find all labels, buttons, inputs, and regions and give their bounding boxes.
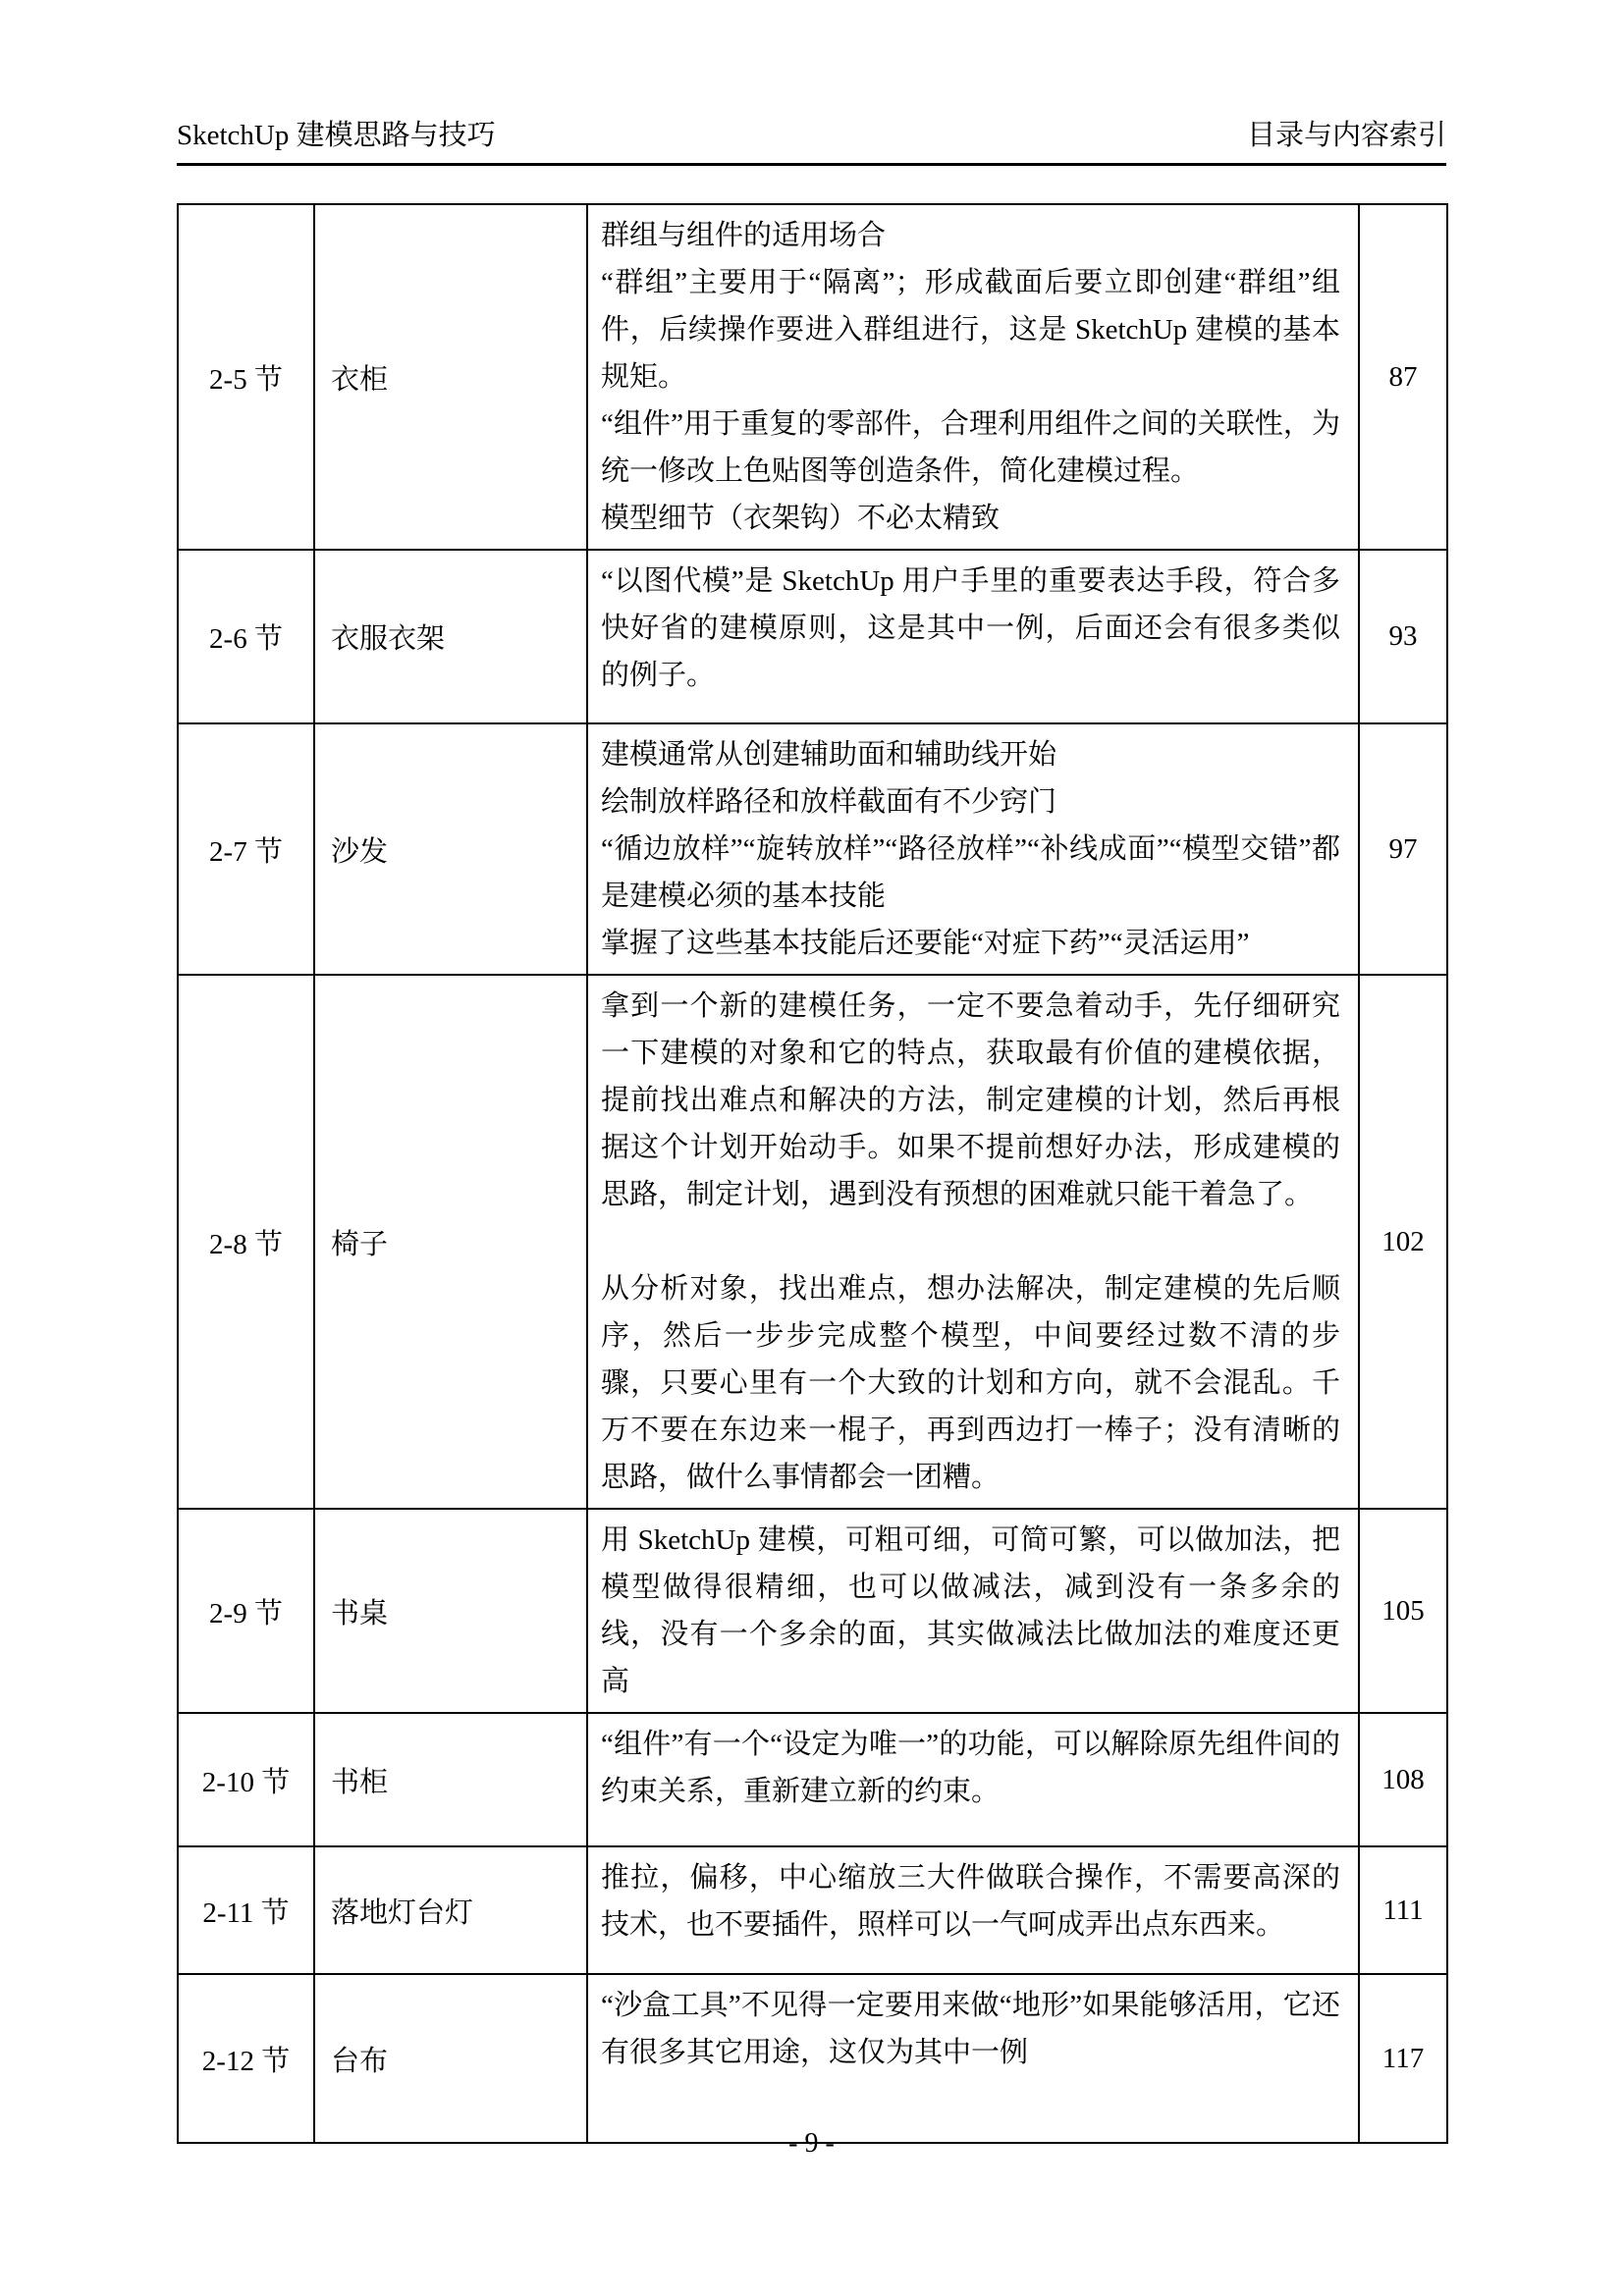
section-label: 2-9 节: [209, 1597, 283, 1629]
title-cell: [314, 550, 587, 723]
title-cell: [314, 1974, 587, 2143]
title-label: 沙发: [331, 835, 389, 868]
title-label: 台布: [331, 2045, 389, 2077]
section-cell: [178, 975, 314, 1509]
description-paragraph: “沙盒工具”不见得一定要用来做“地形”如果能够活用，它还有很多其它用途，这仅为其中一例: [601, 1990, 1340, 2068]
title-cell: [314, 975, 587, 1509]
section-cell: [178, 723, 314, 975]
description-paragraph: 群组与组件的适用场合: [601, 220, 887, 251]
section-label: 2-8 节: [209, 1228, 283, 1260]
title-cell: [314, 1713, 587, 1846]
header-section-title: 目录与内容索引: [1246, 120, 1446, 151]
page-number-cell: [1359, 1974, 1447, 2143]
page-number: 111: [1382, 1894, 1424, 1926]
title-label: 落地灯台灯: [331, 1896, 474, 1929]
description-cell: [587, 204, 1359, 550]
table-row: [178, 1509, 1447, 1713]
table-row: [178, 975, 1447, 1509]
page-number: 117: [1381, 2042, 1425, 2074]
table-row: [178, 1846, 1447, 1974]
toc-table: [177, 203, 1448, 2144]
header-book-title: SketchUp 建模思路与技巧: [177, 120, 496, 151]
title-cell: [314, 723, 587, 975]
description-cell: [587, 1846, 1359, 1974]
description-paragraph: 建模通常从创建辅助面和辅助线开始: [601, 739, 1057, 771]
section-label: 2-6 节: [209, 623, 283, 655]
page-header: [177, 118, 1446, 166]
title-cell: [314, 1846, 587, 1974]
page-footer: [177, 2128, 1446, 2160]
page-number: 102: [1381, 1225, 1425, 1257]
description-paragraph: “组件”有一个“设定为唯一”的功能，可以解除原先组件间的约束关系，重新建立新的约束。: [601, 1729, 1340, 1807]
toc-table-body: [178, 204, 1447, 2143]
page-number: 93: [1388, 620, 1418, 652]
description-cell: [587, 723, 1359, 975]
page-number-cell: [1359, 550, 1447, 723]
title-label: 衣服衣架: [331, 623, 446, 655]
section-cell: [178, 550, 314, 723]
description-cell: [587, 975, 1359, 1509]
title-cell: [314, 204, 587, 550]
footer-page-number: - 9 -: [788, 2128, 835, 2159]
title-label: 衣柜: [331, 363, 389, 396]
table-row: [178, 550, 1447, 723]
page-number-cell: [1359, 723, 1447, 975]
section-cell: [178, 1846, 314, 1974]
page-number-cell: [1359, 204, 1447, 550]
section-label: 2-11 节: [202, 1896, 290, 1929]
title-label: 书桌: [331, 1597, 389, 1629]
table-row: [178, 1713, 1447, 1846]
page-number-cell: [1359, 1846, 1447, 1974]
section-cell: [178, 1974, 314, 2143]
page-number: 87: [1388, 360, 1418, 393]
title-label: 书柜: [331, 1766, 389, 1798]
description-paragraph: 用 SketchUp 建模，可粗可细，可简可繁，可以做加法，把模型做得很精细，也可以做减法，减到没有一条多余的线，没有一个多余的面，其实做减法比做加法的难度还更高: [601, 1524, 1340, 1697]
page-number: 97: [1388, 832, 1418, 865]
section-label: 2-12 节: [201, 2045, 291, 2077]
table-row: [178, 204, 1447, 550]
description-cell: [587, 1974, 1359, 2143]
section-cell: [178, 1509, 314, 1713]
page-number-cell: [1359, 1509, 1447, 1713]
description-cell: [587, 550, 1359, 723]
description-paragraph: “循边放样”“旋转放样”“路径放样”“补线成面”“模型交错”都是建模必须的基本技能: [601, 833, 1340, 912]
description-paragraph: 推拉，偏移，中心缩放三大件做联合操作，不需要高深的技术，也不要插件，照样可以一气呵成弄出点东西来。: [601, 1862, 1340, 1941]
section-label: 2-7 节: [209, 835, 283, 868]
description-paragraph: 模型细节（衣架钩）不必太精致: [601, 503, 1001, 534]
page-number-cell: [1359, 975, 1447, 1509]
description-paragraph: 掌握了这些基本技能后还要能“对症下药”“灵活运用”: [601, 928, 1250, 959]
description-paragraph: “组件”用于重复的零部件，合理利用组件之间的关联性，为统一修改上色贴图等创造条件，简化建模过程。: [601, 408, 1340, 487]
page-number: 108: [1381, 1763, 1425, 1795]
page-number: 105: [1381, 1594, 1425, 1627]
section-label: 2-10 节: [201, 1766, 291, 1798]
section-cell: [178, 1713, 314, 1846]
description-cell: [587, 1713, 1359, 1846]
title-cell: [314, 1509, 587, 1713]
title-label: 椅子: [331, 1228, 389, 1260]
section-cell: [178, 204, 314, 550]
description-paragraph: 从分析对象，找出难点，想办法解决，制定建模的先后顺序，然后一步步完成整个模型，中间要经过数不清的步骤，只要心里有一个大致的计划和方向，就不会混乱。千万不要在东边来一棍子，再到西边打一棒子；没有清晰的思路，做什么事情都会一团糟。: [601, 1273, 1340, 1493]
page-number-cell: [1359, 1713, 1447, 1846]
description-paragraph: 拿到一个新的建模任务，一定不要急着动手，先仔细研究一下建模的对象和它的特点，获取最有价值的建模依据，提前找出难点和解决的方法，制定建模的计划，然后再根据这个计划开始动手。如果不提前想好办法，形成建模的思路，制定计划，遇到没有预想的困难就只能干着急了。: [601, 990, 1340, 1210]
table-row: [178, 723, 1447, 975]
description-cell: [587, 1509, 1359, 1713]
description-paragraph: 绘制放样路径和放样截面有不少窍门: [601, 786, 1057, 818]
description-paragraph: “以图代模”是 SketchUp 用户手里的重要表达手段，符合多快好省的建模原则，这是其中一例，后面还会有很多类似的例子。: [601, 565, 1340, 691]
description-paragraph: [601, 1218, 1340, 1265]
table-row: [178, 1974, 1447, 2143]
description-paragraph: “群组”主要用于“隔离”；形成截面后要立即创建“群组”组件，后续操作要进入群组进行，这是 SketchUp 建模的基本规矩。: [601, 267, 1340, 393]
section-label: 2-5 节: [209, 363, 283, 396]
